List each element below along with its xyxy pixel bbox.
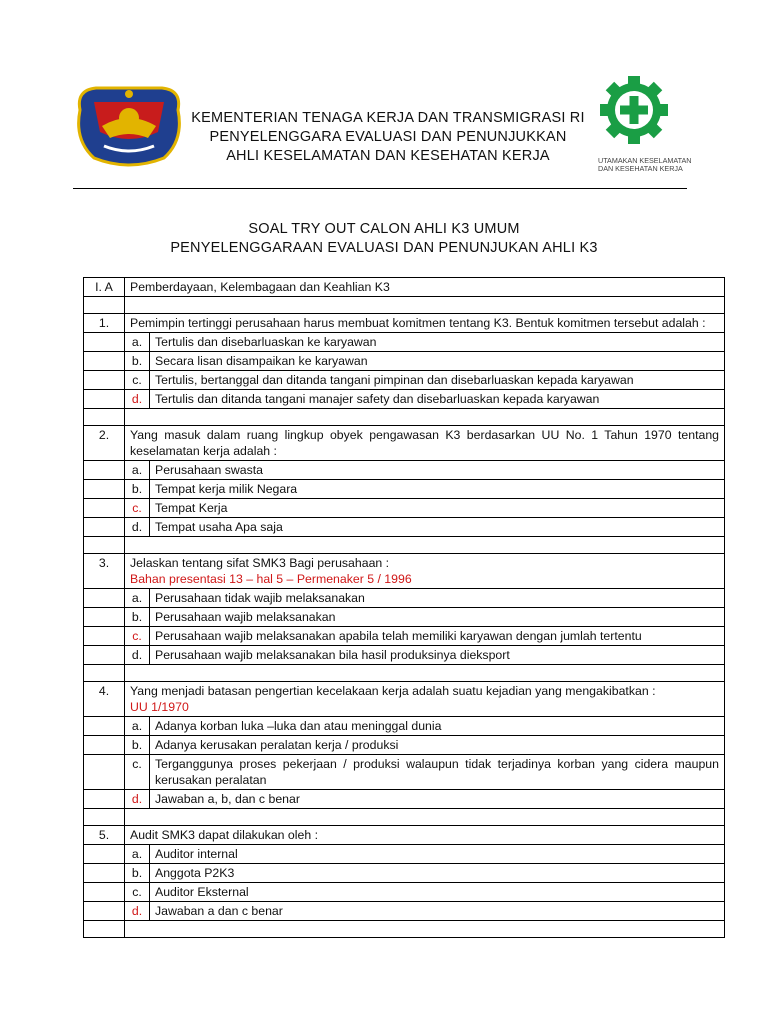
answer-option-letter: c. [125,627,150,646]
option-text: Jawaban a dan c benar [150,902,725,921]
ministry-emblem-logo [74,80,184,170]
option-row [84,646,725,665]
empty-cell [84,461,125,480]
header-line-1: KEMENTERIAN TENAGA KERJA DAN TRANSMIGRASI RI [191,110,585,126]
spacer-row [84,409,725,426]
empty-cell [84,646,125,665]
question-row [84,426,725,461]
empty-cell [84,390,125,409]
question-text: Yang menjadi batasan pengertian kecelakaan kerja adalah suatu kejadian yang mengakibatkan : [130,684,656,698]
option-row [84,736,725,755]
option-row [84,390,725,409]
header-line-3: AHLI KESELAMATAN DAN KESEHATAN KERJA [226,148,550,164]
option-text: Tertulis dan disebarluaskan ke karyawan [150,333,725,352]
answer-option-letter: d. [125,390,150,409]
option-text: Perusahaan wajib melaksanakan apabila telah memiliki karyawan dengan jumlah tertentu [150,627,725,646]
option-text: Adanya korban luka –luka dan atau meninggal dunia [150,717,725,736]
empty-cell [84,883,125,902]
option-row [84,589,725,608]
option-text: Perusahaan wajib melaksanakan [150,608,725,627]
empty-cell [84,717,125,736]
option-row [84,518,725,537]
option-text: Tempat usaha Apa saja [150,518,725,537]
question-text-cell [125,314,725,333]
spacer-row [84,921,725,938]
option-row [84,755,725,790]
question-text-cell [125,682,725,717]
answer-option-letter: c. [125,499,150,518]
option-letter: c. [125,371,150,390]
header-divider [73,188,687,189]
header-line-2: PENYELENGGARA EVALUASI DAN PENUNJUKKAN [209,129,567,145]
option-row [84,845,725,864]
option-row [84,627,725,646]
empty-cell [84,608,125,627]
k3-cross-gear-logo [596,76,696,176]
answer-option-letter: d. [125,902,150,921]
empty-cell [84,790,125,809]
option-letter: a. [125,717,150,736]
option-letter: c. [125,755,150,790]
empty-cell [84,333,125,352]
title-line-1: SOAL TRY OUT CALON AHLI K3 UMUM [248,221,520,237]
option-letter: a. [125,845,150,864]
empty-cell [84,902,125,921]
option-letter: d. [125,646,150,665]
question-text: Audit SMK3 dapat dilakukan oleh : [130,828,318,842]
empty-cell [84,352,125,371]
empty-cell [84,589,125,608]
option-row [84,371,725,390]
question-table [83,277,725,938]
empty-cell [84,755,125,790]
section-name: Pemberdayaan, Kelembagaan dan Keahlian K3 [125,278,725,297]
k3-caption-line-1: UTAMAKAN KESELAMATAN [598,156,692,165]
question-row [84,682,725,717]
answer-option-letter: d. [125,790,150,809]
question-text-cell [125,554,725,589]
option-text: Tempat kerja milik Negara [150,480,725,499]
question-text-cell [125,426,725,461]
option-letter: a. [125,461,150,480]
spacer-row [84,809,725,826]
empty-cell [84,499,125,518]
option-row [84,902,725,921]
question-text: Jelaskan tentang sifat SMK3 Bagi perusahaan : [130,556,390,570]
question-row [84,314,725,333]
empty-cell [84,736,125,755]
option-row [84,790,725,809]
question-row [84,826,725,845]
option-text: Tertulis dan ditanda tangani manajer safety dan disebarluaskan kepada karyawan [150,390,725,409]
empty-cell [84,627,125,646]
option-letter: b. [125,736,150,755]
option-row [84,883,725,902]
option-letter: a. [125,589,150,608]
question-number: 3. [84,554,125,589]
option-text: Auditor internal [150,845,725,864]
option-row [84,461,725,480]
option-letter: b. [125,480,150,499]
option-text: Adanya kerusakan peralatan kerja / produksi [150,736,725,755]
question-text-cell [125,826,725,845]
option-text: Perusahaan tidak wajib melaksanakan [150,589,725,608]
section-header-row [84,278,725,297]
option-row [84,608,725,627]
option-letter: c. [125,883,150,902]
option-text: Terganggunya proses pekerjaan / produksi walaupun tidak terjadinya korban yang cidera maupun kerusakan peralatan [150,755,725,790]
option-row [84,717,725,736]
question-text: Pemimpin tertinggi perusahaan harus membuat komitmen tentang K3. Bentuk komitmen tersebut adalah : [130,316,706,330]
option-row [84,864,725,883]
empty-cell [84,864,125,883]
option-row [84,480,725,499]
empty-cell [84,480,125,499]
spacer-row [84,537,725,554]
option-letter: d. [125,518,150,537]
empty-cell [84,371,125,390]
header-block [186,109,590,166]
option-text: Tempat Kerja [150,499,725,518]
empty-cell [84,845,125,864]
option-letter: b. [125,608,150,627]
section-code: I. A [84,278,125,297]
question-row [84,554,725,589]
option-text: Jawaban a, b, dan c benar [150,790,725,809]
question-number: 4. [84,682,125,717]
k3-caption-line-2: DAN KESEHATAN KERJA [598,164,683,173]
question-text: Yang masuk dalam ruang lingkup obyek pengawasan K3 berdasarkan UU No. 1 Tahun 1970 tentang keselamatan kerja adalah : [130,428,719,458]
empty-cell [84,518,125,537]
option-letter: b. [125,864,150,883]
option-row [84,333,725,352]
reference-note: UU 1/1970 [130,700,189,714]
option-text: Perusahaan wajib melaksanakan bila hasil produksinya dieksport [150,646,725,665]
document-title [80,220,688,258]
reference-note: Bahan presentasi 13 – hal 5 – Permenaker 5 / 1996 [130,572,412,586]
option-text: Anggota P2K3 [150,864,725,883]
option-letter: a. [125,333,150,352]
question-number: 2. [84,426,125,461]
option-row [84,499,725,518]
question-number: 5. [84,826,125,845]
option-text: Auditor Eksternal [150,883,725,902]
option-text: Secara lisan disampaikan ke karyawan [150,352,725,371]
option-text: Tertulis, bertanggal dan ditanda tangani pimpinan dan disebarluaskan kepada karyawan [150,371,725,390]
question-number: 1. [84,314,125,333]
option-letter: b. [125,352,150,371]
spacer-row [84,665,725,682]
option-row [84,352,725,371]
spacer-row [84,297,725,314]
option-text: Perusahaan swasta [150,461,725,480]
title-line-2: PENYELENGGARAAN EVALUASI DAN PENUNJUKAN AHLI K3 [170,240,598,256]
